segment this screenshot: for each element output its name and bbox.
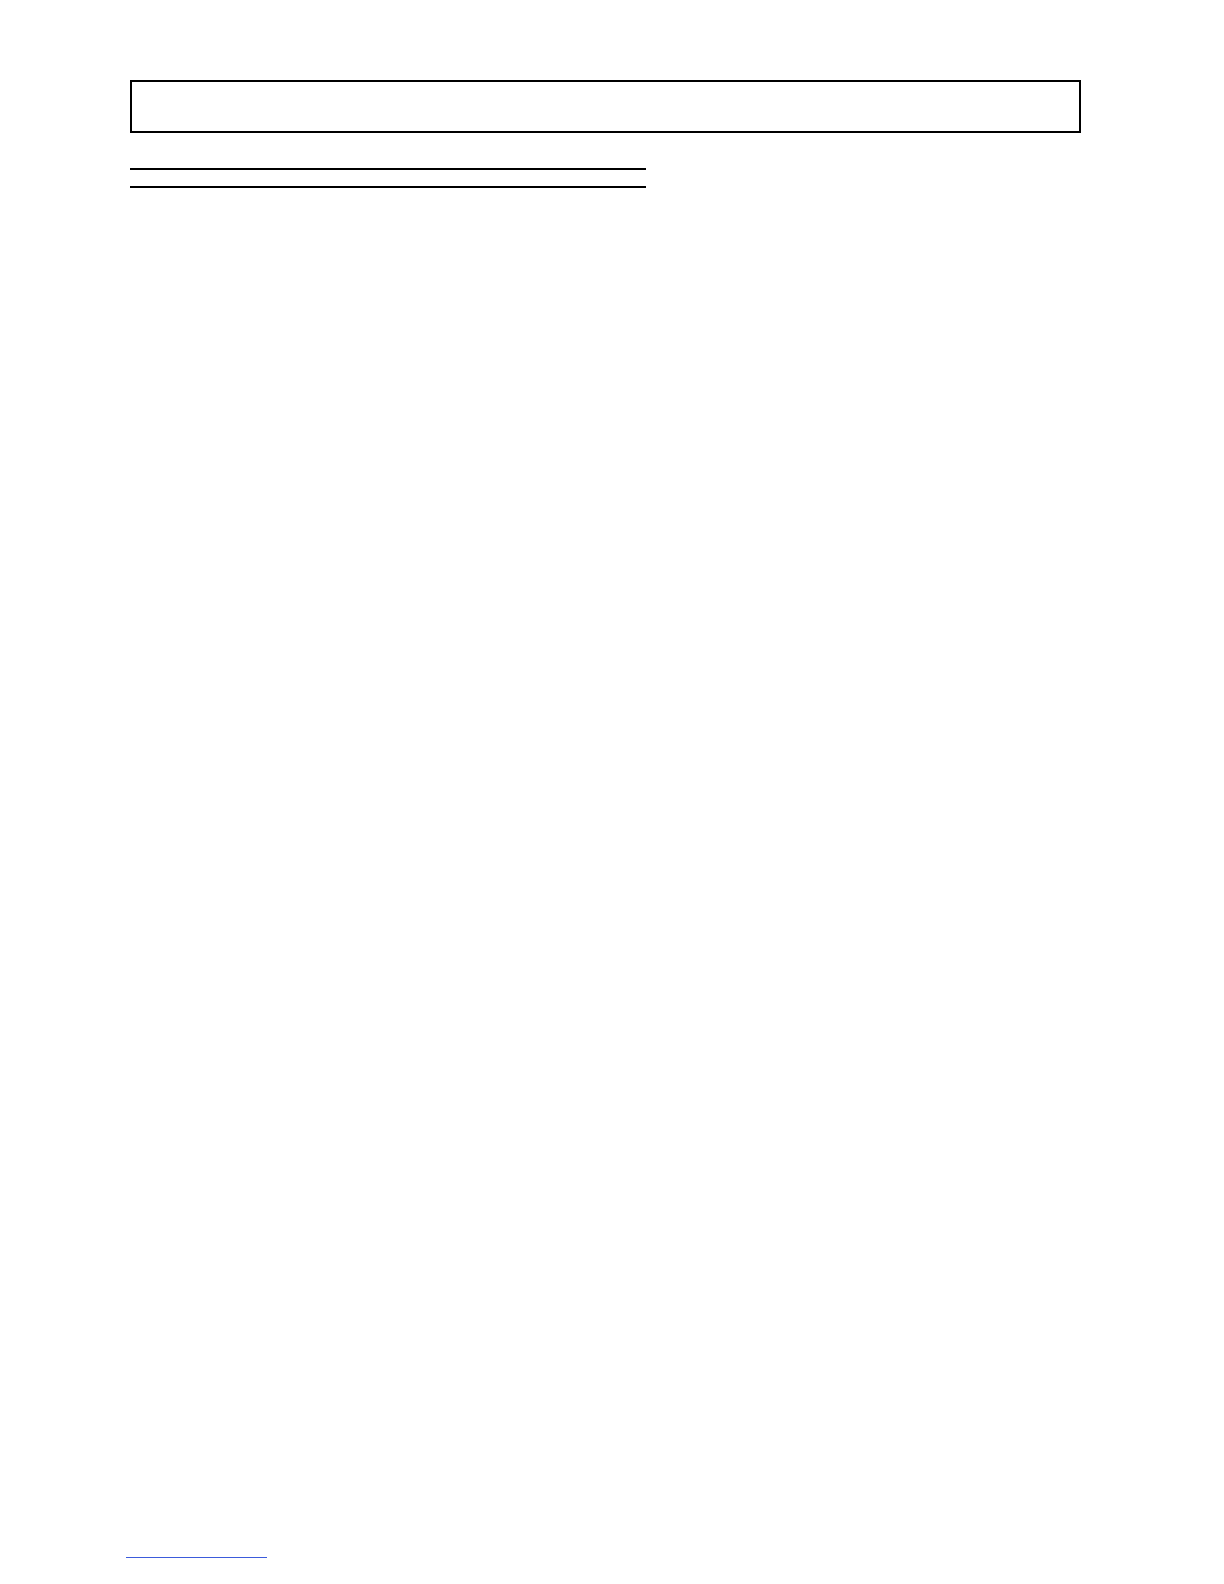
header-rule-2 xyxy=(130,186,646,188)
footer-link-underline xyxy=(126,1557,267,1558)
form-title-box xyxy=(130,80,1081,133)
header-rule-1 xyxy=(130,168,646,170)
